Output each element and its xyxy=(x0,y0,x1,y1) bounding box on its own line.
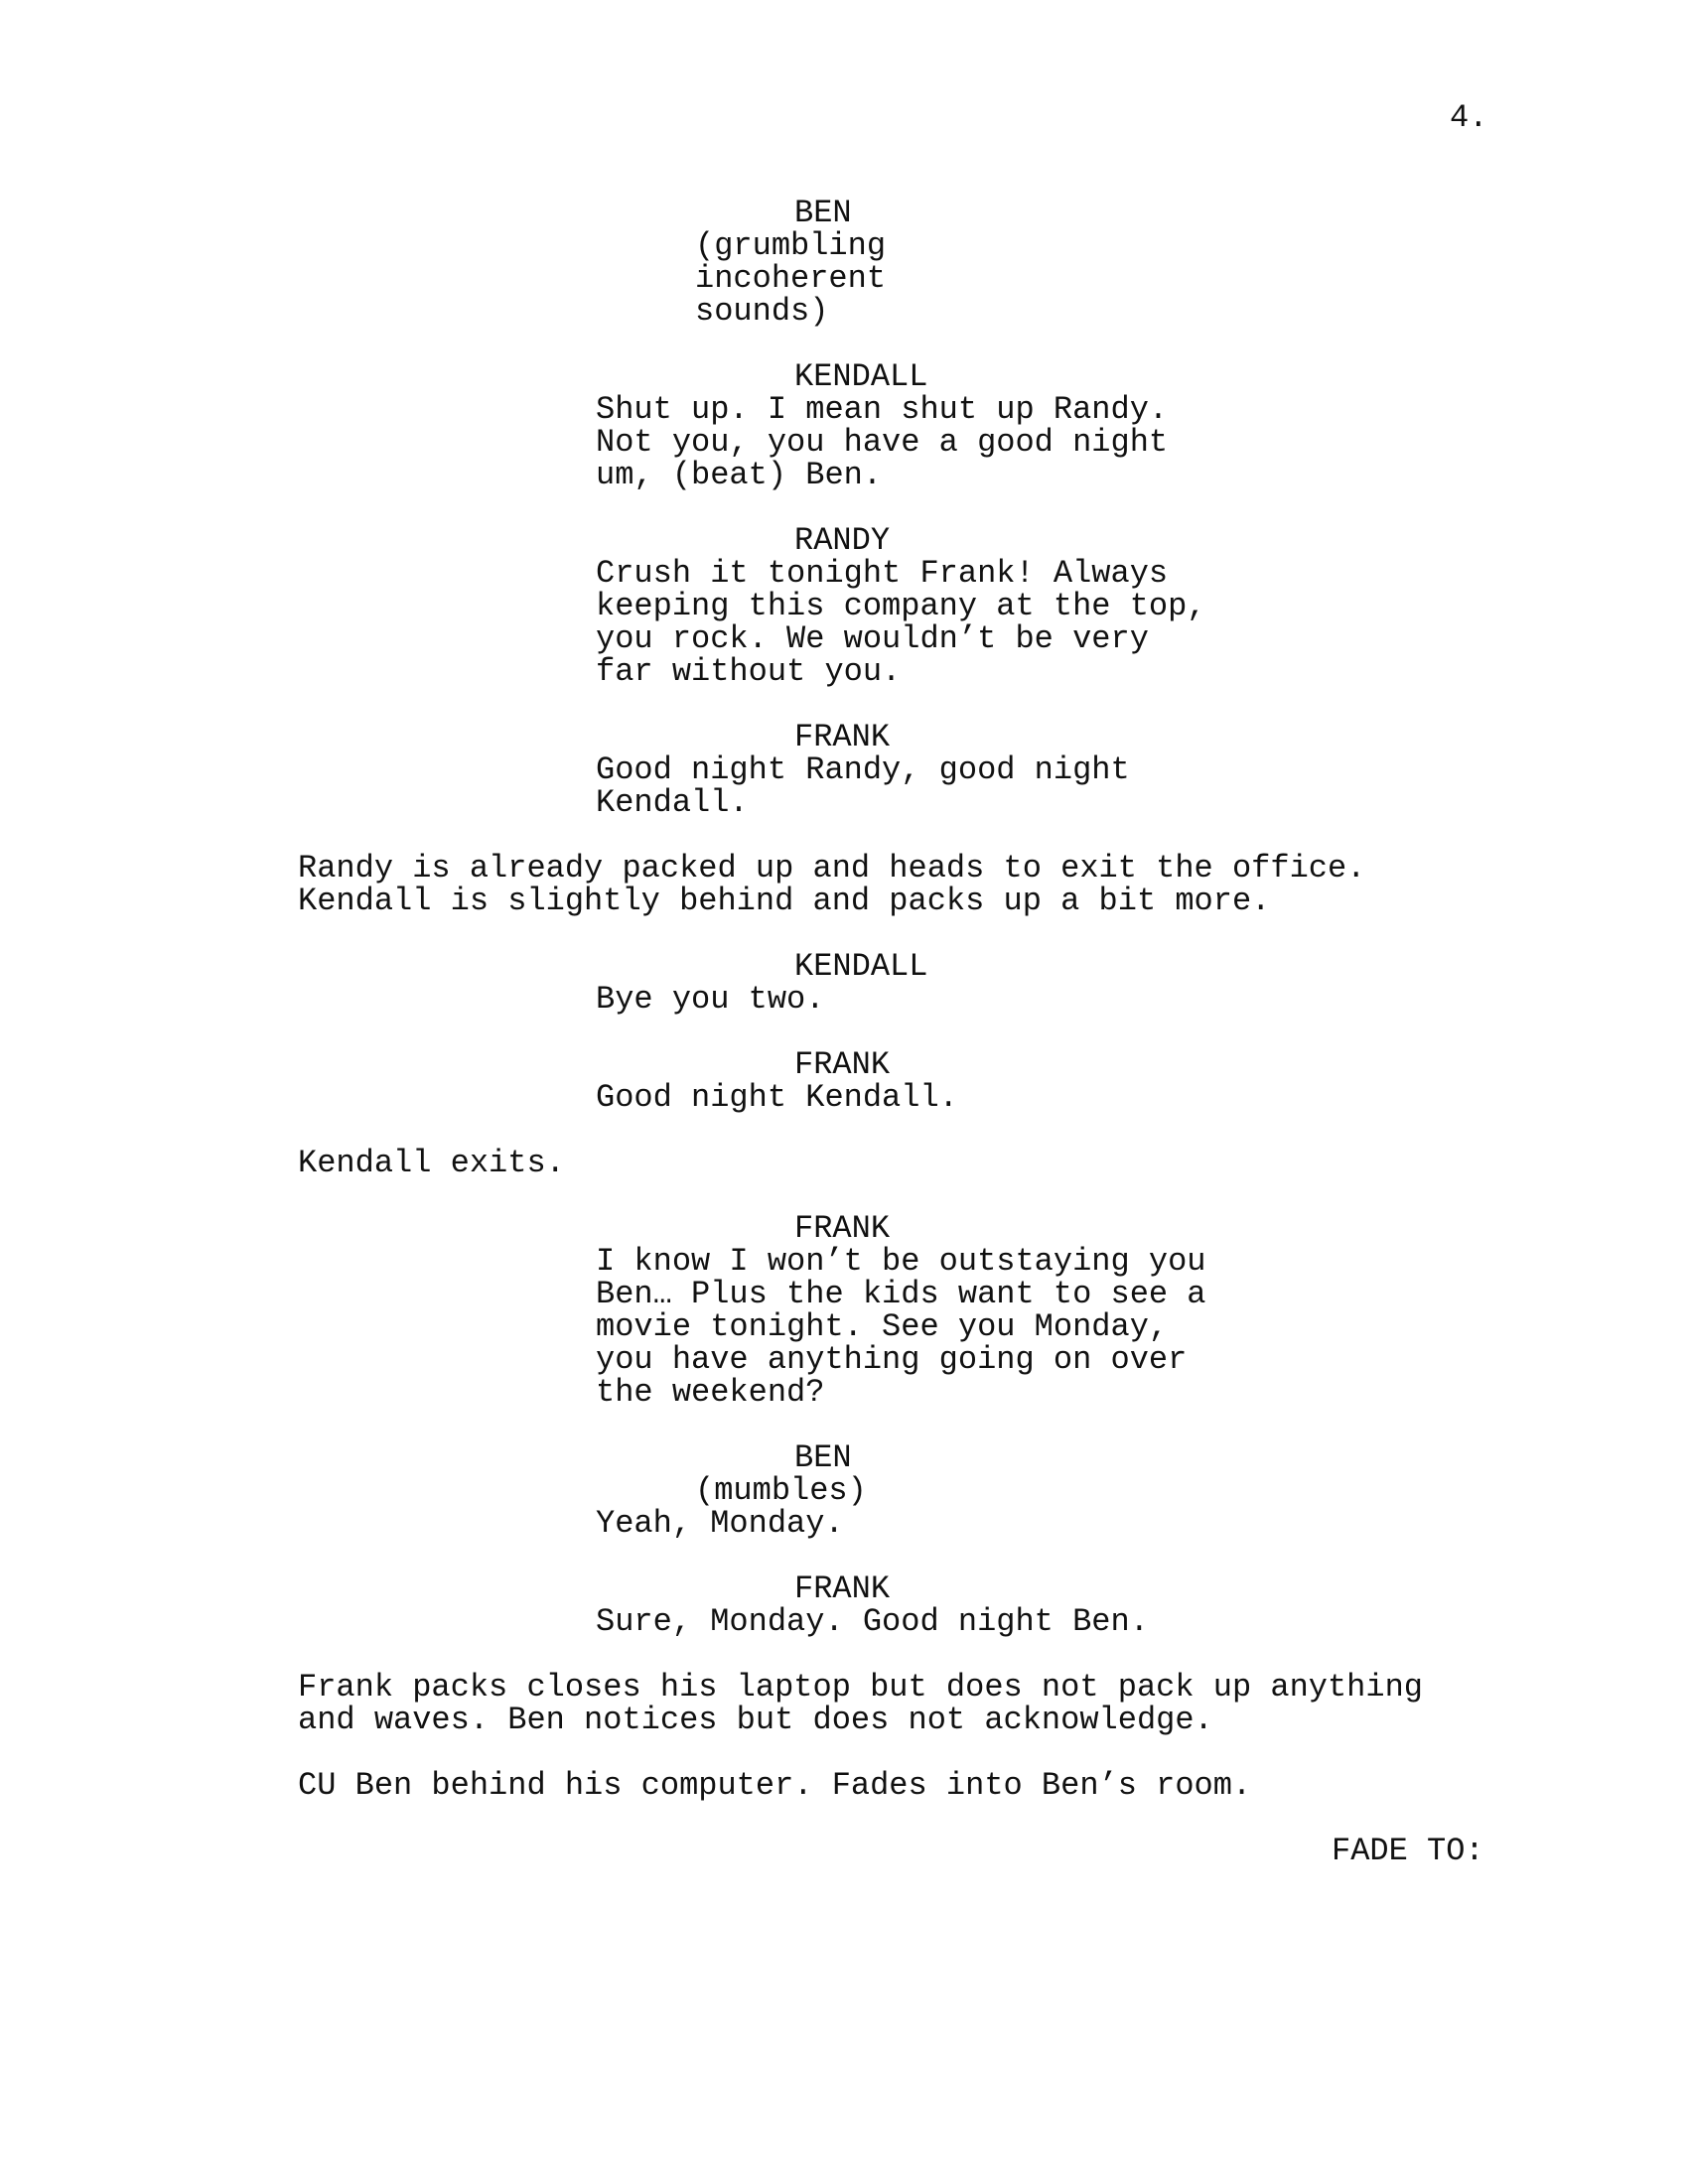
action-line: CU Ben behind his computer. Fades into Ben’s room. xyxy=(298,1767,1252,1804)
page-number: 4. xyxy=(1450,99,1488,136)
dialogue-line: Crush it tonight Frank! Always xyxy=(596,555,1169,592)
action-line: Frank packs closes his laptop but does not pack up anything xyxy=(298,1669,1423,1706)
dialogue-line: Sure, Monday. Good night Ben. xyxy=(596,1603,1149,1640)
parenthetical-line: (mumbles) xyxy=(695,1472,867,1509)
character-name: BEN xyxy=(794,1439,852,1476)
action-line: Kendall exits. xyxy=(298,1145,565,1181)
dialogue-line: Good night Randy, good night xyxy=(596,751,1130,788)
dialogue-line: Shut up. I mean shut up Randy. xyxy=(596,391,1169,428)
transition: FADE TO: xyxy=(1332,1833,1484,1869)
character-name: KENDALL xyxy=(794,948,928,985)
action-line: Randy is already packed up and heads to exit the office. xyxy=(298,850,1366,887)
dialogue-line: I know I won’t be outstaying you xyxy=(596,1243,1206,1280)
character-name: RANDY xyxy=(794,522,891,559)
dialogue-line: movie tonight. See you Monday, xyxy=(596,1308,1169,1345)
parenthetical-line: sounds) xyxy=(695,293,829,330)
parenthetical-line: (grumbling xyxy=(695,227,887,264)
character-name: FRANK xyxy=(794,1046,891,1083)
action-line: and waves. Ben notices but does not acknowledge. xyxy=(298,1702,1213,1738)
character-name: BEN xyxy=(794,195,852,231)
dialogue-line: Bye you two. xyxy=(596,981,825,1018)
dialogue-line: you rock. We wouldn’t be very xyxy=(596,620,1149,657)
dialogue-line: Ben… Plus the kids want to see a xyxy=(596,1276,1206,1312)
dialogue-line: you have anything going on over xyxy=(596,1341,1188,1378)
character-name: FRANK xyxy=(794,1570,891,1607)
character-name: FRANK xyxy=(794,1210,891,1247)
dialogue-line: far without you. xyxy=(596,653,902,690)
action-line: Kendall is slightly behind and packs up a bit more. xyxy=(298,883,1271,919)
dialogue-line: Good night Kendall. xyxy=(596,1079,958,1116)
character-name: FRANK xyxy=(794,719,891,755)
dialogue-line: Kendall. xyxy=(596,784,749,821)
dialogue-line: keeping this company at the top, xyxy=(596,588,1206,624)
character-name: KENDALL xyxy=(794,358,928,395)
dialogue-line: um, (beat) Ben. xyxy=(596,457,883,493)
parenthetical-line: incoherent xyxy=(695,260,887,297)
dialogue-line: the weekend? xyxy=(596,1374,825,1411)
dialogue-line: Not you, you have a good night xyxy=(596,424,1169,461)
dialogue-line: Yeah, Monday. xyxy=(596,1505,844,1542)
